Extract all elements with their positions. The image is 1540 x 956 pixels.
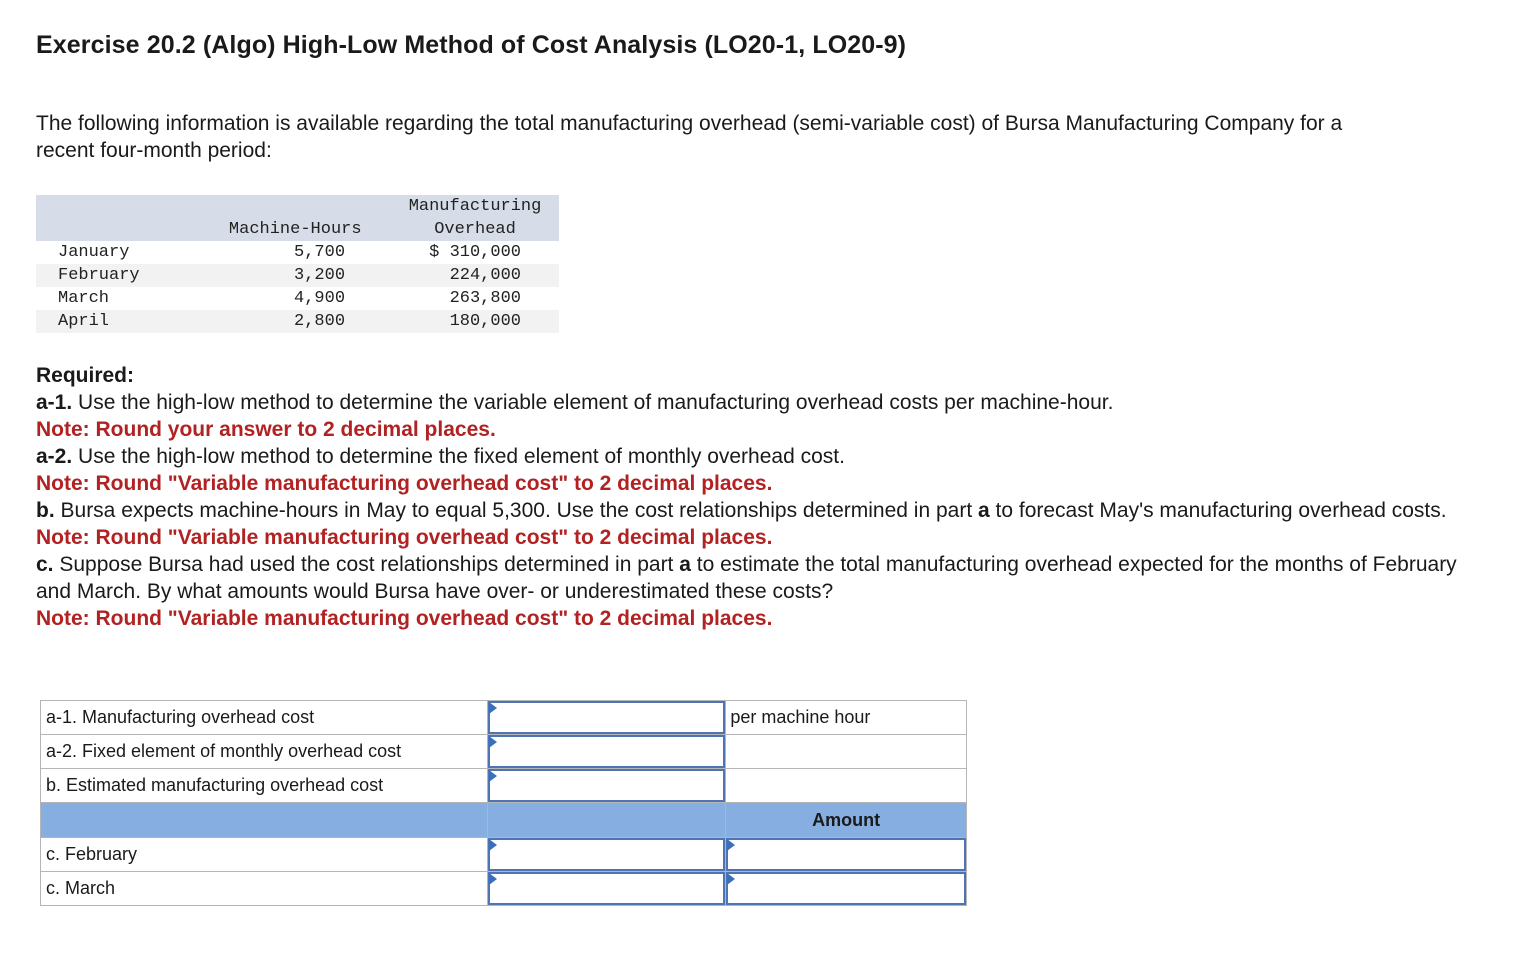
requirement-b-label: b.: [36, 499, 55, 522]
month-cell: February: [58, 266, 140, 285]
requirement-b-bold: a: [978, 499, 990, 522]
requirement-b-text-2: to forecast May's manufacturing overhead costs.: [989, 499, 1447, 522]
table-row: [36, 241, 559, 264]
machine-hours-cell: 5,700: [294, 243, 346, 262]
data-table-header-row: [36, 195, 559, 241]
machine-hours-cell: 3,200: [294, 266, 346, 285]
requirement-a1-label: a-1.: [36, 391, 73, 414]
requirement-a1-note: Note: Round your answer to 2 decimal places.: [36, 418, 496, 441]
amount-header-blank: [41, 803, 488, 838]
requirement-c: [36, 551, 1476, 605]
answer-row-a1: [41, 701, 967, 735]
requirement-c-text-2: to estimate the total manufacturing overhead expected for the months of February and March. By what amounts would Bursa have over- or underestimated these costs?: [36, 553, 1457, 603]
overhead-cell: $ 310,000: [429, 243, 521, 262]
machine-hours-header-text: Machine-Hours: [228, 220, 362, 239]
requirement-a2-note: Note: Round "Variable manufacturing overhead cost" to 2 decimal places.: [36, 472, 773, 495]
estimated-overhead-input[interactable]: [488, 769, 726, 802]
answer-row-b-label: b. Estimated manufacturing overhead cost: [41, 769, 488, 803]
march-amount-input[interactable]: [726, 872, 966, 905]
march-over-under-input[interactable]: [488, 872, 726, 905]
answer-row-a2-input-cell: [487, 735, 726, 769]
amount-header-row: [41, 803, 967, 838]
requirement-c-note: Note: Round "Variable manufacturing overhead cost" to 2 decimal places.: [36, 607, 773, 630]
table-row: [36, 287, 559, 310]
february-over-under-input[interactable]: [488, 838, 726, 871]
requirement-a2-label: a-2.: [36, 445, 73, 468]
answer-row-c-february: [41, 838, 967, 872]
answer-row-a1-input-cell: [487, 701, 726, 735]
answer-row-c-march-amount-cell: [726, 872, 967, 906]
requirement-b-note: Note: Round "Variable manufacturing overhead cost" to 2 decimal places.: [36, 526, 773, 549]
requirement-a1: [36, 389, 1476, 416]
overhead-data-table: [36, 195, 559, 333]
requirement-b: [36, 497, 1476, 524]
month-cell: January: [58, 243, 130, 262]
overhead-header-line1: Manufacturing: [408, 197, 542, 216]
requirement-b-text-1: Bursa expects machine-hours in May to equal 5,300. Use the cost relationships determined in part: [54, 499, 978, 522]
overhead-cell: 263,800: [449, 289, 521, 308]
requirement-a2-text: Use the high-low method to determine the fixed element of monthly overhead cost.: [72, 445, 845, 468]
answer-row-c-february-select-cell: [487, 838, 726, 872]
amount-header-cell: [726, 803, 967, 838]
empty-cell: [726, 735, 967, 769]
requirement-c-text-1: Suppose Bursa had used the cost relationships determined in part: [53, 553, 680, 576]
requirement-c-label: c.: [36, 553, 54, 576]
answer-row-c-march-select-cell: [487, 872, 726, 906]
table-row: [36, 310, 559, 333]
table-row: [36, 264, 559, 287]
february-amount-input[interactable]: [726, 838, 966, 871]
machine-hours-cell: 2,800: [294, 312, 346, 331]
month-cell: April: [58, 312, 110, 331]
answer-row-c-february-amount-cell: [726, 838, 967, 872]
answer-row-c-march-label: c. March: [41, 872, 488, 906]
required-section: [36, 362, 1476, 632]
requirement-a1-text: Use the high-low method to determine the variable element of manufacturing overhead costs per machine-hour.: [72, 391, 1114, 414]
answer-row-a1-label: a-1. Manufacturing overhead cost: [41, 701, 488, 735]
answer-table: [40, 700, 967, 906]
requirement-a2: [36, 443, 1476, 470]
answer-row-a2-label: a-2. Fixed element of monthly overhead cost: [41, 735, 488, 769]
machine-hours-column-header: [199, 195, 391, 241]
amount-header-blank: [487, 803, 726, 838]
answer-row-a2: [41, 735, 967, 769]
per-machine-hour-unit: per machine hour: [726, 701, 967, 735]
answer-row-c-march: [41, 872, 967, 906]
overhead-header-line2: Overhead: [434, 220, 516, 239]
exercise-title: Exercise 20.2 (Algo) High-Low Method of Cost Analysis (LO20-1, LO20-9): [36, 31, 907, 59]
variable-cost-per-machine-hour-input[interactable]: [488, 701, 726, 734]
amount-header-label: Amount: [812, 809, 881, 830]
answer-row-b: [41, 769, 967, 803]
machine-hours-cell: 4,900: [294, 289, 346, 308]
month-column-header: [36, 195, 199, 241]
overhead-cell: 224,000: [449, 266, 521, 285]
overhead-cell: 180,000: [449, 312, 521, 331]
overhead-column-header: [391, 195, 559, 241]
month-cell: March: [58, 289, 110, 308]
requirement-c-bold: a: [679, 553, 691, 576]
intro-text: The following information is available regarding the total manufacturing overhead (semi-variable cost) of Bursa Manufacturing Company for a recent four-month period:: [36, 112, 1343, 162]
empty-cell: [726, 769, 967, 803]
answer-row-c-february-label: c. February: [41, 838, 488, 872]
answer-row-b-input-cell: [487, 769, 726, 803]
fixed-overhead-input[interactable]: [488, 735, 726, 768]
required-heading: Required:: [36, 364, 135, 387]
